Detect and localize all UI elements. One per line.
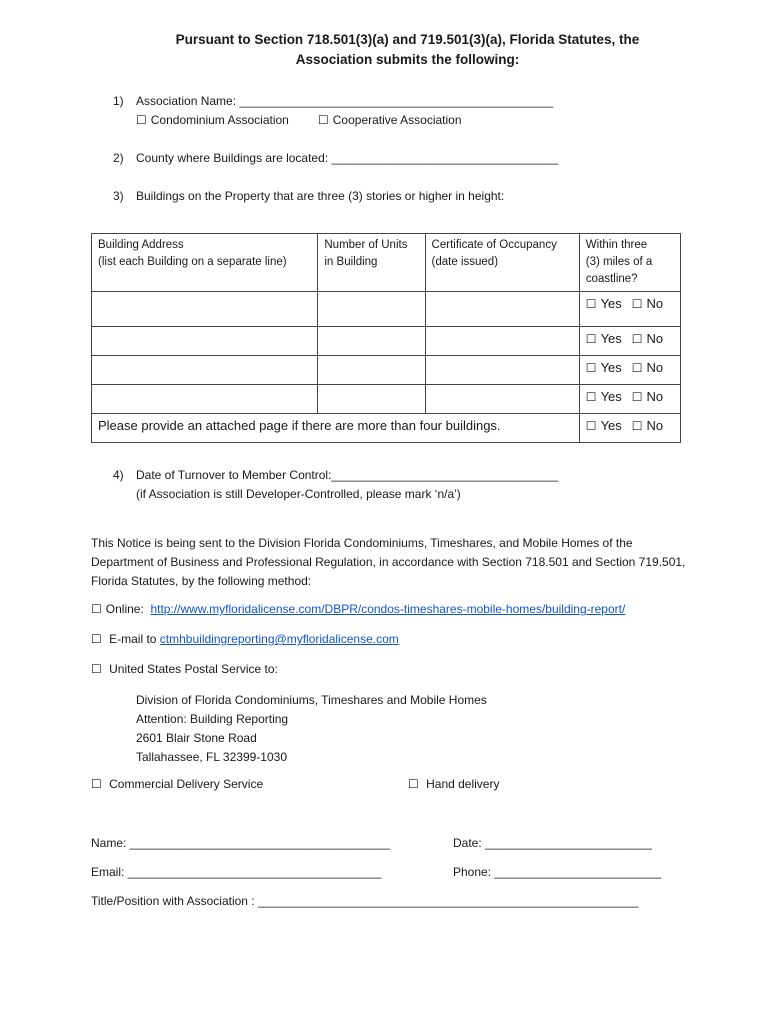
checkbox-icon[interactable]: ☐ bbox=[631, 297, 643, 311]
yes-option[interactable]: ☐ Yes bbox=[585, 418, 622, 433]
occupancy-date-cell[interactable] bbox=[425, 292, 579, 327]
online-option[interactable] bbox=[91, 602, 625, 616]
question-4-number: 4) bbox=[113, 468, 124, 482]
association-name-field[interactable]: Association Name: _______________________________________________ bbox=[136, 94, 554, 108]
phone-field[interactable]: Phone: _________________________ bbox=[453, 865, 662, 879]
header-number-of-units: Number of Units in Building bbox=[318, 234, 425, 292]
checkbox-icon[interactable]: ☐ bbox=[136, 113, 147, 127]
table-row bbox=[92, 414, 681, 443]
condominium-association-label: Condominium Association bbox=[150, 113, 289, 127]
name-field[interactable]: Name: _______________________________________ bbox=[91, 836, 390, 850]
no-option[interactable]: ☐ No bbox=[631, 360, 664, 375]
coastline-cell bbox=[579, 292, 680, 327]
yes-option[interactable]: ☐ Yes bbox=[585, 296, 622, 311]
condominium-association-option[interactable] bbox=[136, 113, 289, 127]
occupancy-date-cell[interactable] bbox=[425, 356, 579, 385]
checkbox-icon[interactable]: ☐ bbox=[631, 419, 643, 433]
no-option[interactable]: ☐ No bbox=[631, 418, 664, 433]
header-coastline: Within three (3) miles of a coastline? bbox=[579, 234, 680, 292]
address-line: Attention: Building Reporting bbox=[136, 712, 289, 726]
units-cell[interactable] bbox=[318, 327, 425, 356]
turnover-date-field[interactable]: Date of Turnover to Member Control:__________________________________ bbox=[136, 468, 559, 482]
address-line: 2601 Blair Stone Road bbox=[136, 731, 257, 745]
yes-option[interactable]: ☐ Yes bbox=[585, 331, 622, 346]
table-row bbox=[92, 327, 681, 356]
occupancy-date-cell[interactable] bbox=[425, 327, 579, 356]
checkbox-icon[interactable]: ☐ bbox=[408, 777, 419, 791]
table-row bbox=[92, 292, 681, 327]
checkbox-icon[interactable]: ☐ bbox=[91, 777, 102, 791]
question-3-number: 3) bbox=[113, 189, 124, 203]
yes-option[interactable]: ☐ Yes bbox=[585, 360, 622, 375]
checkbox-icon[interactable]: ☐ bbox=[585, 361, 597, 375]
buildings-table bbox=[91, 233, 681, 443]
county-field[interactable]: County where Buildings are located: __________________________________ bbox=[136, 151, 559, 165]
units-cell[interactable] bbox=[318, 356, 425, 385]
coastline-cell bbox=[579, 327, 680, 356]
commercial-delivery-option[interactable] bbox=[91, 777, 263, 791]
form-title bbox=[100, 30, 715, 70]
table-row bbox=[92, 385, 681, 414]
cooperative-association-option[interactable] bbox=[318, 113, 462, 127]
buildings-question: Buildings on the Property that are three (3) stories or higher in height: bbox=[136, 189, 505, 203]
yes-option[interactable]: ☐ Yes bbox=[585, 389, 622, 404]
title-position-field[interactable]: Title/Position with Association : _________________________________________________________ bbox=[91, 894, 639, 908]
usps-label: United States Postal Service to: bbox=[109, 662, 278, 676]
checkbox-icon[interactable]: ☐ bbox=[631, 390, 643, 404]
question-1-number: 1) bbox=[113, 94, 124, 108]
checkbox-icon[interactable]: ☐ bbox=[91, 662, 102, 676]
coastline-cell bbox=[579, 356, 680, 385]
notice-paragraph: This Notice is being sent to the Division Florida Condominiums, Timeshares, and Mobile Homes of the Department of Business and Professional Regulation, in accordance with Section 718.501 and Section 719.501, Florida Statutes, by the following method: bbox=[91, 536, 686, 588]
coastline-cell bbox=[579, 385, 680, 414]
building-address-cell[interactable] bbox=[92, 385, 318, 414]
email-option[interactable] bbox=[91, 632, 399, 646]
email-link[interactable]: ctmhbuildingreporting@myfloridalicense.com bbox=[159, 632, 399, 646]
cooperative-association-label: Cooperative Association bbox=[332, 113, 462, 127]
date-field[interactable]: Date: _________________________ bbox=[453, 836, 652, 850]
no-option[interactable]: ☐ No bbox=[631, 296, 664, 311]
building-address-cell[interactable] bbox=[92, 356, 318, 385]
online-link[interactable]: http://www.myfloridalicense.com/DBPR/condos-timeshares-mobile-homes/building-report/ bbox=[150, 602, 626, 616]
no-option[interactable]: ☐ No bbox=[631, 331, 664, 346]
header-building-address: Building Address (list each Building on a separate line) bbox=[92, 234, 318, 292]
online-label: Online: bbox=[105, 602, 144, 616]
checkbox-icon[interactable]: ☐ bbox=[585, 297, 597, 311]
units-cell[interactable] bbox=[318, 385, 425, 414]
title-line-1: Pursuant to Section 718.501(3)(a) and 719.501(3)(a), Florida Statutes, the bbox=[175, 32, 640, 47]
question-2-number: 2) bbox=[113, 151, 124, 165]
building-address-cell[interactable] bbox=[92, 292, 318, 327]
checkbox-icon[interactable]: ☐ bbox=[585, 390, 597, 404]
occupancy-date-cell[interactable] bbox=[425, 385, 579, 414]
commercial-delivery-label: Commercial Delivery Service bbox=[109, 777, 264, 791]
address-line: Tallahassee, FL 32399-1030 bbox=[136, 750, 287, 764]
usps-option[interactable] bbox=[91, 662, 278, 676]
table-row bbox=[92, 356, 681, 385]
turnover-date-note: (if Association is still Developer-Controlled, please mark ‘n/a’) bbox=[136, 487, 461, 501]
table-header-row bbox=[92, 234, 681, 292]
coastline-cell bbox=[579, 414, 680, 443]
checkbox-icon[interactable]: ☐ bbox=[585, 419, 597, 433]
mailing-address bbox=[136, 691, 487, 767]
checkbox-icon[interactable]: ☐ bbox=[91, 632, 102, 646]
checkbox-icon[interactable]: ☐ bbox=[631, 361, 643, 375]
email-field[interactable]: Email: ______________________________________ bbox=[91, 865, 382, 879]
hand-delivery-option[interactable] bbox=[408, 777, 499, 791]
additional-buildings-note: Please provide an attached page if there are more than four buildings. bbox=[92, 414, 580, 443]
title-line-2: Association submits the following: bbox=[295, 52, 520, 67]
no-option[interactable]: ☐ No bbox=[631, 389, 664, 404]
units-cell[interactable] bbox=[318, 292, 425, 327]
checkbox-icon[interactable]: ☐ bbox=[585, 332, 597, 346]
header-certificate-of-occupancy: Certificate of Occupancy (date issued) bbox=[425, 234, 579, 292]
address-line: Division of Florida Condominiums, Timeshares and Mobile Homes bbox=[136, 693, 487, 707]
checkbox-icon[interactable]: ☐ bbox=[631, 332, 643, 346]
checkbox-icon[interactable]: ☐ bbox=[318, 113, 329, 127]
checkbox-icon[interactable]: ☐ bbox=[91, 602, 102, 616]
building-address-cell[interactable] bbox=[92, 327, 318, 356]
hand-delivery-label: Hand delivery bbox=[426, 777, 500, 791]
email-label: E-mail to bbox=[109, 632, 157, 646]
